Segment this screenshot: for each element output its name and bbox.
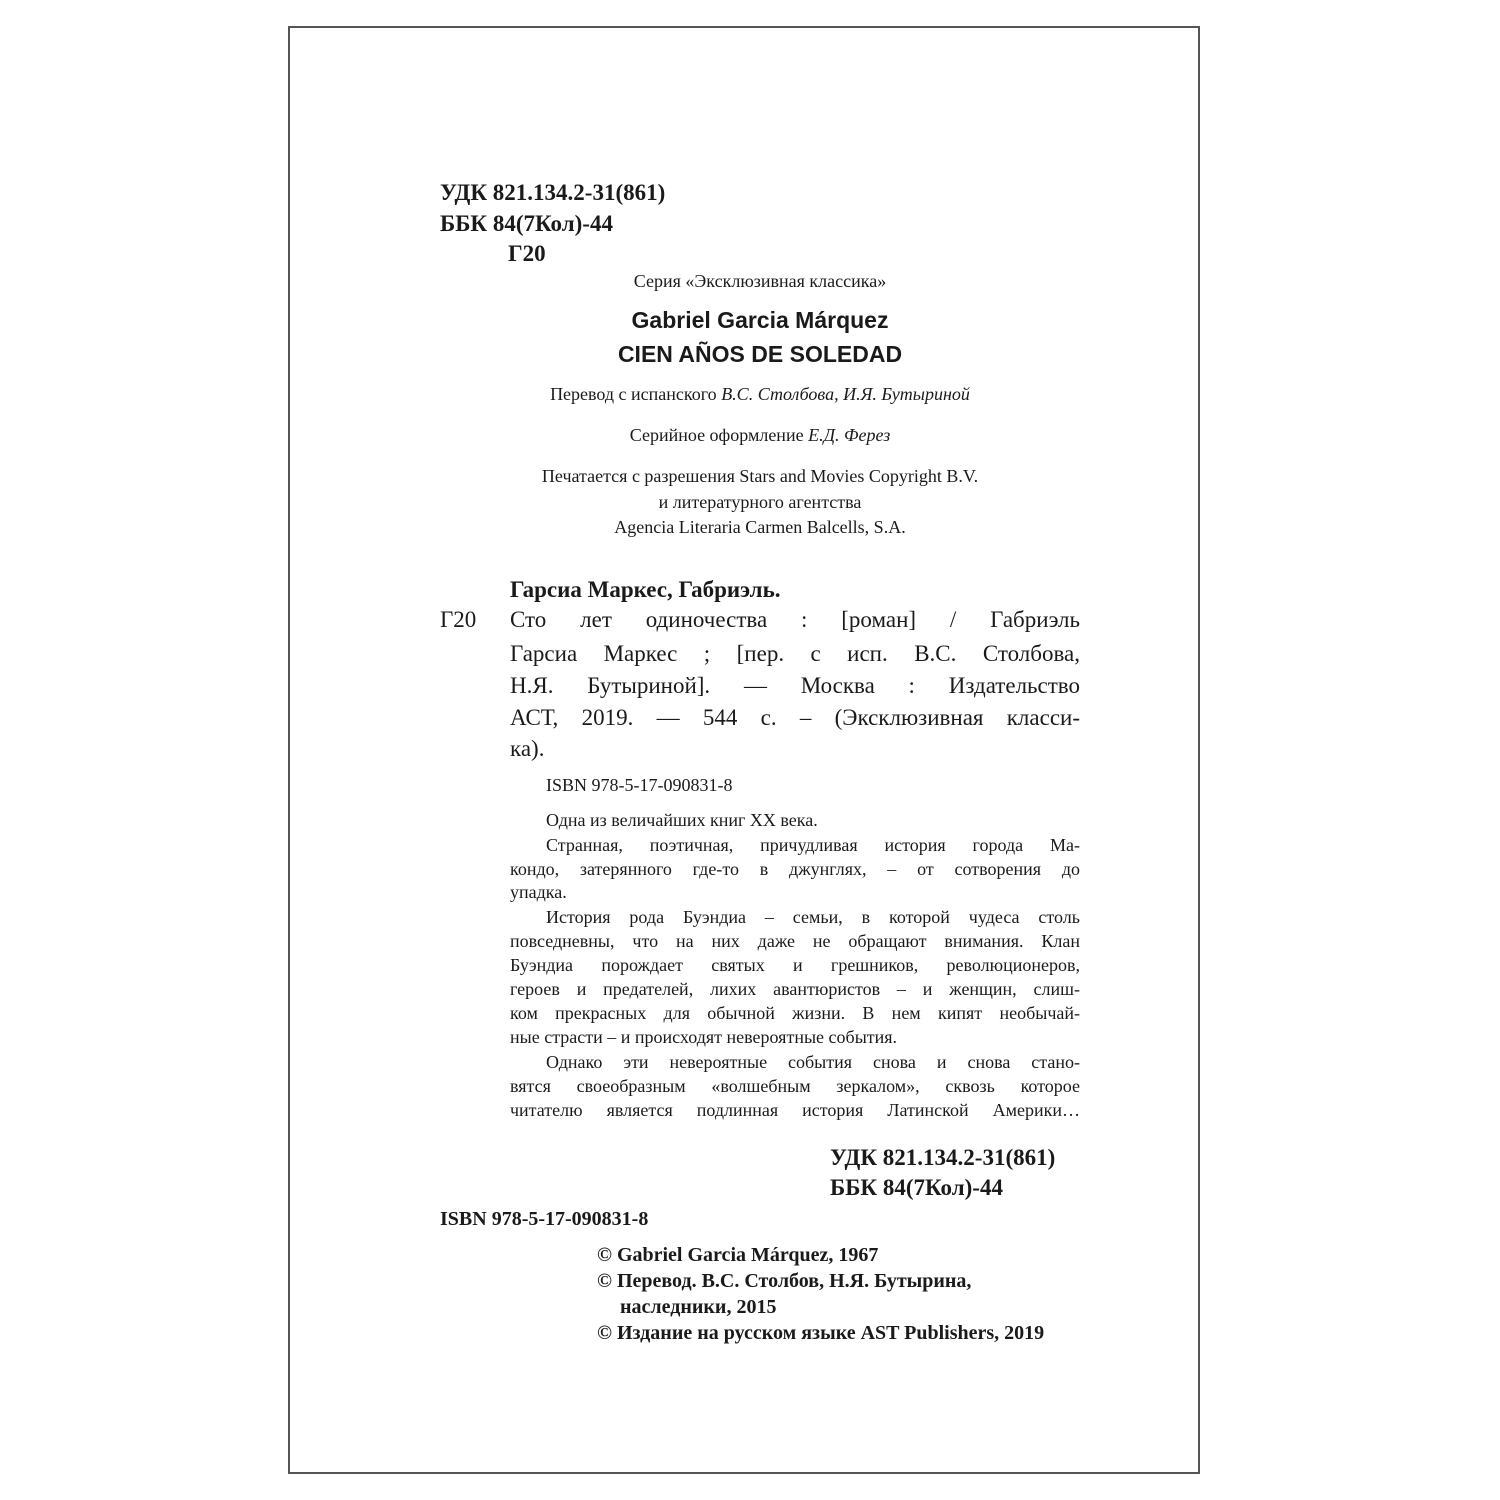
design-prefix: Серийное оформление [629,425,804,445]
catalog-author-mark: Г20 [440,607,477,632]
annotation-p2-line-2: кондо, затерянного где-то в джунглях, – от сотворения до [510,859,1080,879]
copyright-translation: © Перевод. В.С. Столбов, Н.Я. Бутырина, [597,1270,972,1292]
permission-line-1: Печатается с разрешения Stars and Movies Copyright B.V. [541,466,979,486]
annotation-p4-line-2: вятся своеобразным «волшебным зеркалом», сквозь которое [510,1076,1080,1096]
annotation-p3-line-5: ком прекрасных для обычной жизни. В нем кипят необычай- [510,1003,1080,1023]
copyright-translation-heirs: наследники, 2015 [620,1296,777,1318]
design-credit [540,425,980,446]
catalog-line-4: АСТ, 2019. — 544 с. – (Эксклюзивная класси- [510,705,1080,730]
annotation-p2-line-1: Странная, поэтичная, причудливая история города Ма- [546,835,1080,855]
catalog-isbn: ISBN 978-5-17-090831-8 [546,775,733,795]
catalog-author: Гарсиа Маркес, Габриэль. [510,577,781,602]
annotation-p1: Одна из величайших книг XX века. [546,810,818,830]
permission-line-2: и литературного агентства [658,492,862,512]
author-mark: Г20 [508,241,546,266]
catalog-line-1: Сто лет одиночества : [роман] / Габриэль [510,607,1080,632]
copyright-edition: © Издание на русском языке AST Publishers, 2019 [597,1322,1045,1344]
annotation-p3-line-1: История рода Буэндиа – семьи, в которой чудеса столь [546,907,1080,927]
permission-line-3: Agencia Literaria Carmen Balcells, S.A. [614,517,906,537]
designer-name: Е.Д. Ферез [808,425,891,445]
annotation-p4-line-3: читателю является подлинная история Латинской Америки… [510,1100,1080,1120]
annotation-p3-line-2: повседневны, что на них даже не обращают внимания. Клан [510,931,1080,951]
catalog-line-5: ка). [510,736,545,761]
catalog-line-3: Н.Я. Бутыриной]. — Москва : Издательство [510,673,1080,698]
copyright-author: © Gabriel Garcia Márquez, 1967 [597,1244,879,1266]
bbk-code: ББК 84(7Кол)-44 [440,211,613,236]
annotation-p3-line-4: героев и предателей, лихих авантюристов – и женщин, слиш- [510,979,1080,999]
translation-credit [460,384,1060,405]
udk-code: УДК 821.134.2-31(861) [440,180,666,205]
footer-udk-code: УДК 821.134.2-31(861) [830,1145,1056,1170]
series-line: Серия «Эксклюзивная классика» [633,271,887,291]
annotation-p3-line-6: ные страсти – и происходят невероятные события. [510,1027,898,1047]
catalog-line-2: Гарсиа Маркес ; [пер. с исп. В.С. Столбова, [510,641,1080,666]
annotation-p2-line-3: упадка. [510,882,567,902]
footer-bbk-code: ББК 84(7Кол)-44 [830,1175,1003,1200]
original-author: Gabriel Garcia Márquez [631,307,889,333]
footer-isbn: ISBN 978-5-17-090831-8 [440,1208,649,1230]
annotation-p3-line-3: Буэндиа порождает святых и грешников, революционеров, [510,955,1080,975]
original-title: CIEN AÑOS DE SOLEDAD [617,341,903,367]
annotation-p4-line-1: Однако эти невероятные события снова и снова стано- [546,1052,1080,1072]
translation-prefix: Перевод с испанского [550,384,717,404]
translator-names: В.С. Столбова, И.Я. Бутыриной [721,384,970,404]
